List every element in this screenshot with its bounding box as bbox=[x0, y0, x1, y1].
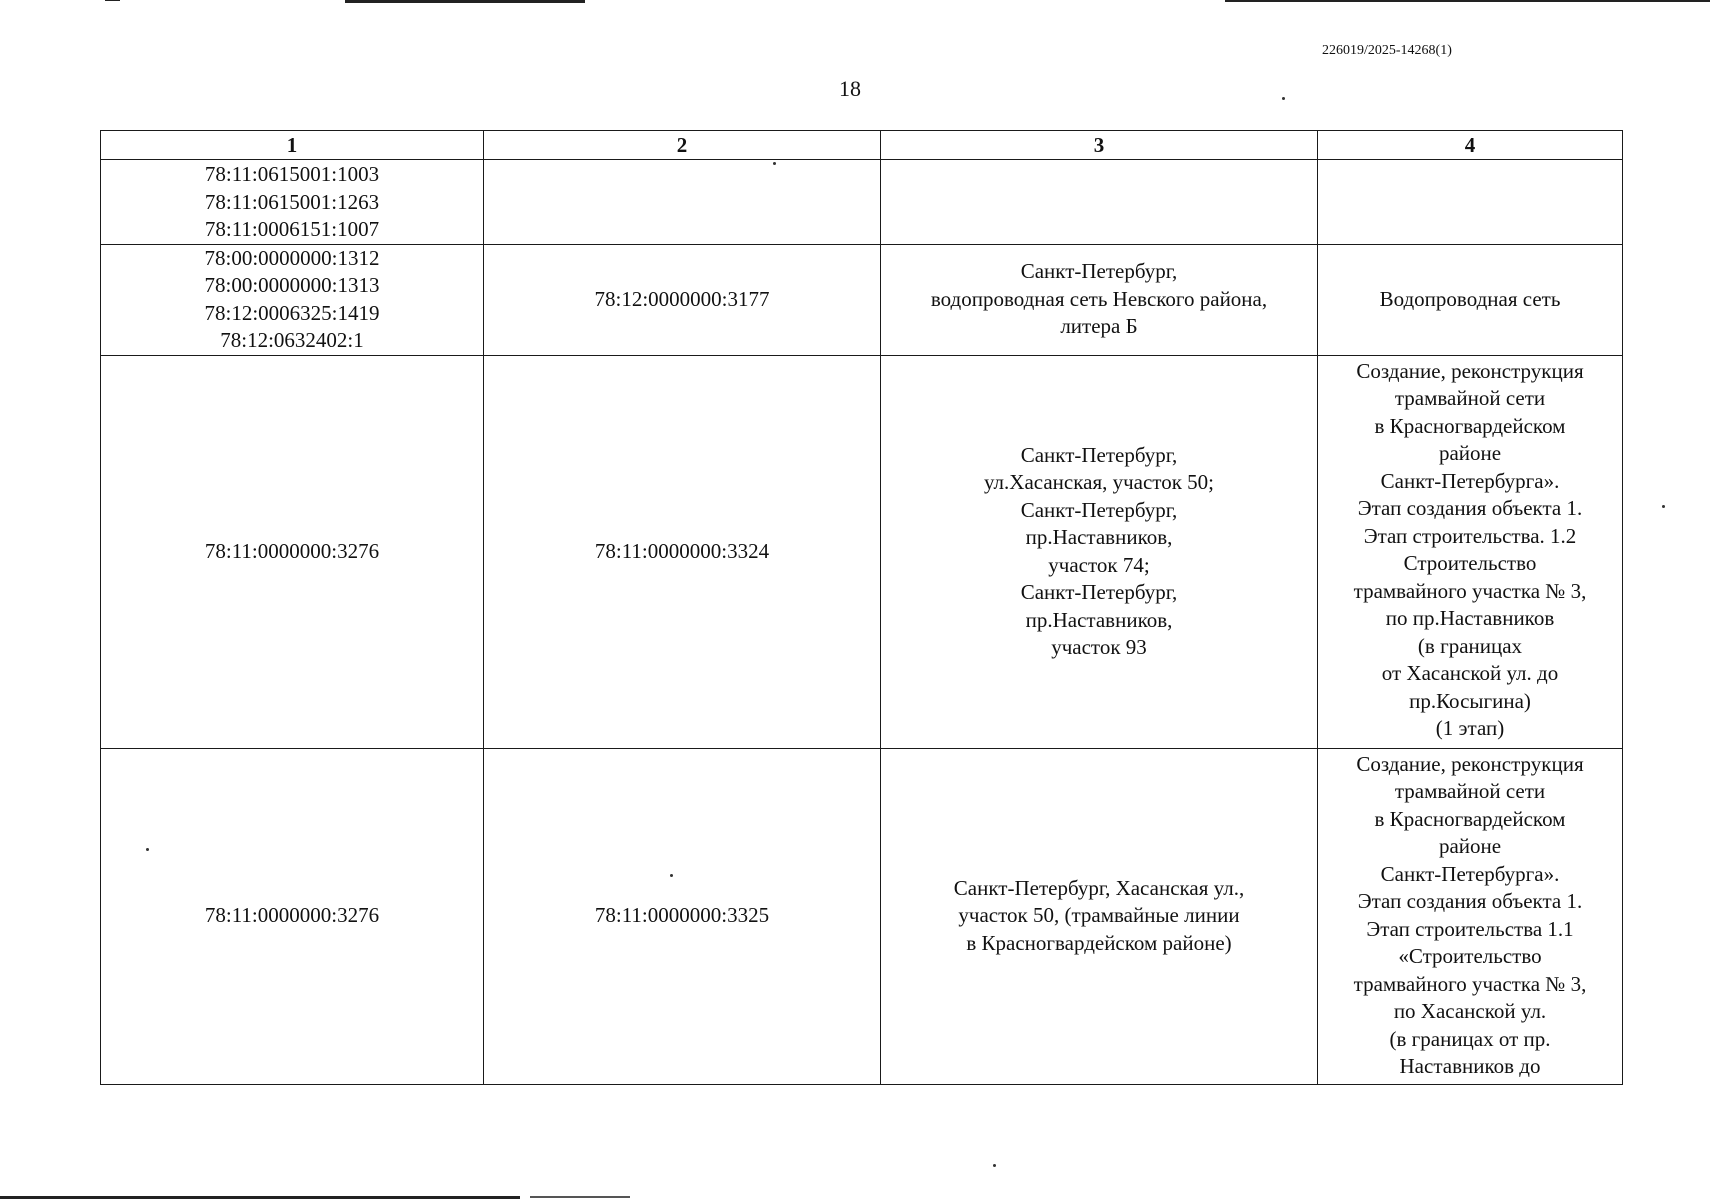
cell-text-line: Водопроводная сеть bbox=[1379, 286, 1561, 311]
cell-text-line: Создание, реконструкция bbox=[1356, 358, 1584, 383]
column-header: 2 bbox=[484, 131, 881, 160]
scan-artifact-top bbox=[105, 0, 120, 1]
cell-text-line: Создание, реконструкция bbox=[1356, 751, 1584, 776]
registry-table bbox=[100, 130, 1623, 1085]
table-cell-col3 bbox=[881, 160, 1318, 245]
table-body bbox=[101, 160, 1623, 1085]
table-cell-col2 bbox=[484, 748, 881, 1084]
table-cell-col4 bbox=[1318, 355, 1623, 748]
cell-text-line: трамвайной сети bbox=[1394, 779, 1546, 803]
cell-text-line: районе bbox=[1438, 834, 1502, 858]
cell-text-line: трамвайного участка № 3, bbox=[1353, 578, 1587, 603]
table-cell-col3 bbox=[881, 244, 1318, 355]
cell-text-line: Санкт-Петербург, bbox=[1020, 259, 1178, 284]
table-cell-col4 bbox=[1318, 748, 1623, 1084]
scan-speck bbox=[993, 1164, 996, 1167]
cell-text-line: 78:12:0000000:3177 bbox=[594, 286, 770, 311]
cell-text-line: Санкт-Петербург, Хасанская ул., bbox=[953, 875, 1245, 900]
document-number: 226019/2025-14268(1) bbox=[1322, 43, 1452, 58]
cell-text-line: трамвайного участка № 3, bbox=[1353, 971, 1587, 996]
column-header: 1 bbox=[101, 131, 484, 160]
cell-text-line: 78:11:0006151:1007 bbox=[204, 217, 380, 241]
cell-text-line: участок 50, (трамвайные линии bbox=[958, 903, 1240, 928]
cell-text-line: 78:11:0000000:3324 bbox=[594, 538, 770, 563]
table-cell-col3 bbox=[881, 748, 1318, 1084]
cell-text-line: участок 93 bbox=[1051, 635, 1147, 659]
cell-text-line: в Красногвардейском bbox=[1374, 413, 1566, 438]
table-cell-col1 bbox=[101, 244, 484, 355]
table-row bbox=[101, 748, 1623, 1084]
cell-text-line: 78:11:0000000:3325 bbox=[594, 903, 770, 928]
cell-text-line: пр.Наставников, bbox=[1025, 525, 1173, 549]
cell-text-line: водопроводная сеть Невского района, bbox=[930, 286, 1268, 311]
table-row bbox=[101, 160, 1623, 245]
page-number: 18 bbox=[839, 76, 861, 101]
table-cell-col4 bbox=[1318, 244, 1623, 355]
cell-text-line: литера Б bbox=[1060, 314, 1138, 339]
column-header: 4 bbox=[1318, 131, 1623, 160]
cell-text-line: пр.Наставников, bbox=[1025, 607, 1173, 632]
cell-text-line: Санкт-Петербург, bbox=[1020, 580, 1178, 604]
cell-text-line: пр.Косыгина) bbox=[1409, 688, 1531, 713]
cell-text-line: 78:11:0615001:1263 bbox=[204, 189, 380, 214]
cell-text-line: 78:11:0615001:1003 bbox=[204, 162, 380, 186]
cell-text-line: Наставников до bbox=[1399, 1054, 1541, 1078]
table-cell-col2 bbox=[484, 244, 881, 355]
cell-text-line: участок 74; bbox=[1048, 552, 1150, 577]
cell-text-line: в Красногвардейском районе) bbox=[966, 930, 1232, 955]
cell-text-line: Санкт-Петербурга». bbox=[1380, 861, 1560, 886]
cell-text-line: по пр.Наставников bbox=[1385, 606, 1555, 630]
scan-artifact-top bbox=[345, 0, 585, 3]
cell-text-line: 78:00:0000000:1312 bbox=[204, 245, 380, 270]
scan-artifact-top bbox=[1225, 0, 1710, 2]
cell-text-line: Этап строительства. 1.2 bbox=[1363, 523, 1577, 548]
table-row bbox=[101, 244, 1623, 355]
cell-text-line: Санкт-Петербург, bbox=[1020, 497, 1178, 522]
cell-text-line: (в границах от пр. bbox=[1389, 1026, 1551, 1051]
cell-text-line: 78:11:0000000:3276 bbox=[204, 903, 380, 928]
cell-text-line: Санкт-Петербург, bbox=[1020, 442, 1178, 467]
cell-text-line: 78:00:0000000:1313 bbox=[204, 273, 380, 297]
cell-text-line: Этап создания объекта 1. bbox=[1357, 496, 1583, 520]
scan-artifact-bottom bbox=[530, 1196, 630, 1198]
cell-text-line: трамвайной сети bbox=[1394, 386, 1546, 410]
column-header: 3 bbox=[881, 131, 1318, 160]
cell-text-line: районе bbox=[1438, 441, 1502, 465]
cell-text-line: Строительство bbox=[1403, 551, 1537, 575]
cell-text-line: от Хасанской ул. до bbox=[1381, 661, 1559, 685]
table-cell-col3 bbox=[881, 355, 1318, 748]
registry-table-container bbox=[100, 130, 1623, 1085]
cell-text-line: 78:11:0000000:3276 bbox=[204, 538, 380, 563]
cell-text-line: 78:12:0632402:1 bbox=[220, 328, 364, 352]
table-cell-col1 bbox=[101, 355, 484, 748]
scan-speck bbox=[1662, 505, 1665, 508]
scan-artifact-bottom bbox=[0, 1196, 520, 1199]
cell-text-line: в Красногвардейском bbox=[1374, 806, 1566, 831]
cell-text-line: Этап строительства 1.1 bbox=[1366, 916, 1574, 941]
cell-text-line: Этап создания объекта 1. bbox=[1357, 889, 1583, 913]
table-cell-col2 bbox=[484, 355, 881, 748]
cell-text-line: ул.Хасанская, участок 50; bbox=[983, 470, 1214, 494]
cell-text-line: (в границах bbox=[1417, 633, 1523, 658]
cell-text-line: 78:12:0006325:1419 bbox=[204, 300, 380, 325]
cell-text-line: «Строительство bbox=[1398, 944, 1542, 968]
cell-text-line: по Хасанской ул. bbox=[1393, 999, 1547, 1023]
table-row bbox=[101, 355, 1623, 748]
table-header-row bbox=[101, 131, 1623, 160]
cell-text-line: (1 этап) bbox=[1435, 716, 1505, 740]
table-cell-col2 bbox=[484, 160, 881, 245]
cell-text-line: Санкт-Петербурга». bbox=[1380, 468, 1560, 493]
table-cell-col1 bbox=[101, 748, 484, 1084]
table-cell-col4 bbox=[1318, 160, 1623, 245]
table-cell-col1 bbox=[101, 160, 484, 245]
